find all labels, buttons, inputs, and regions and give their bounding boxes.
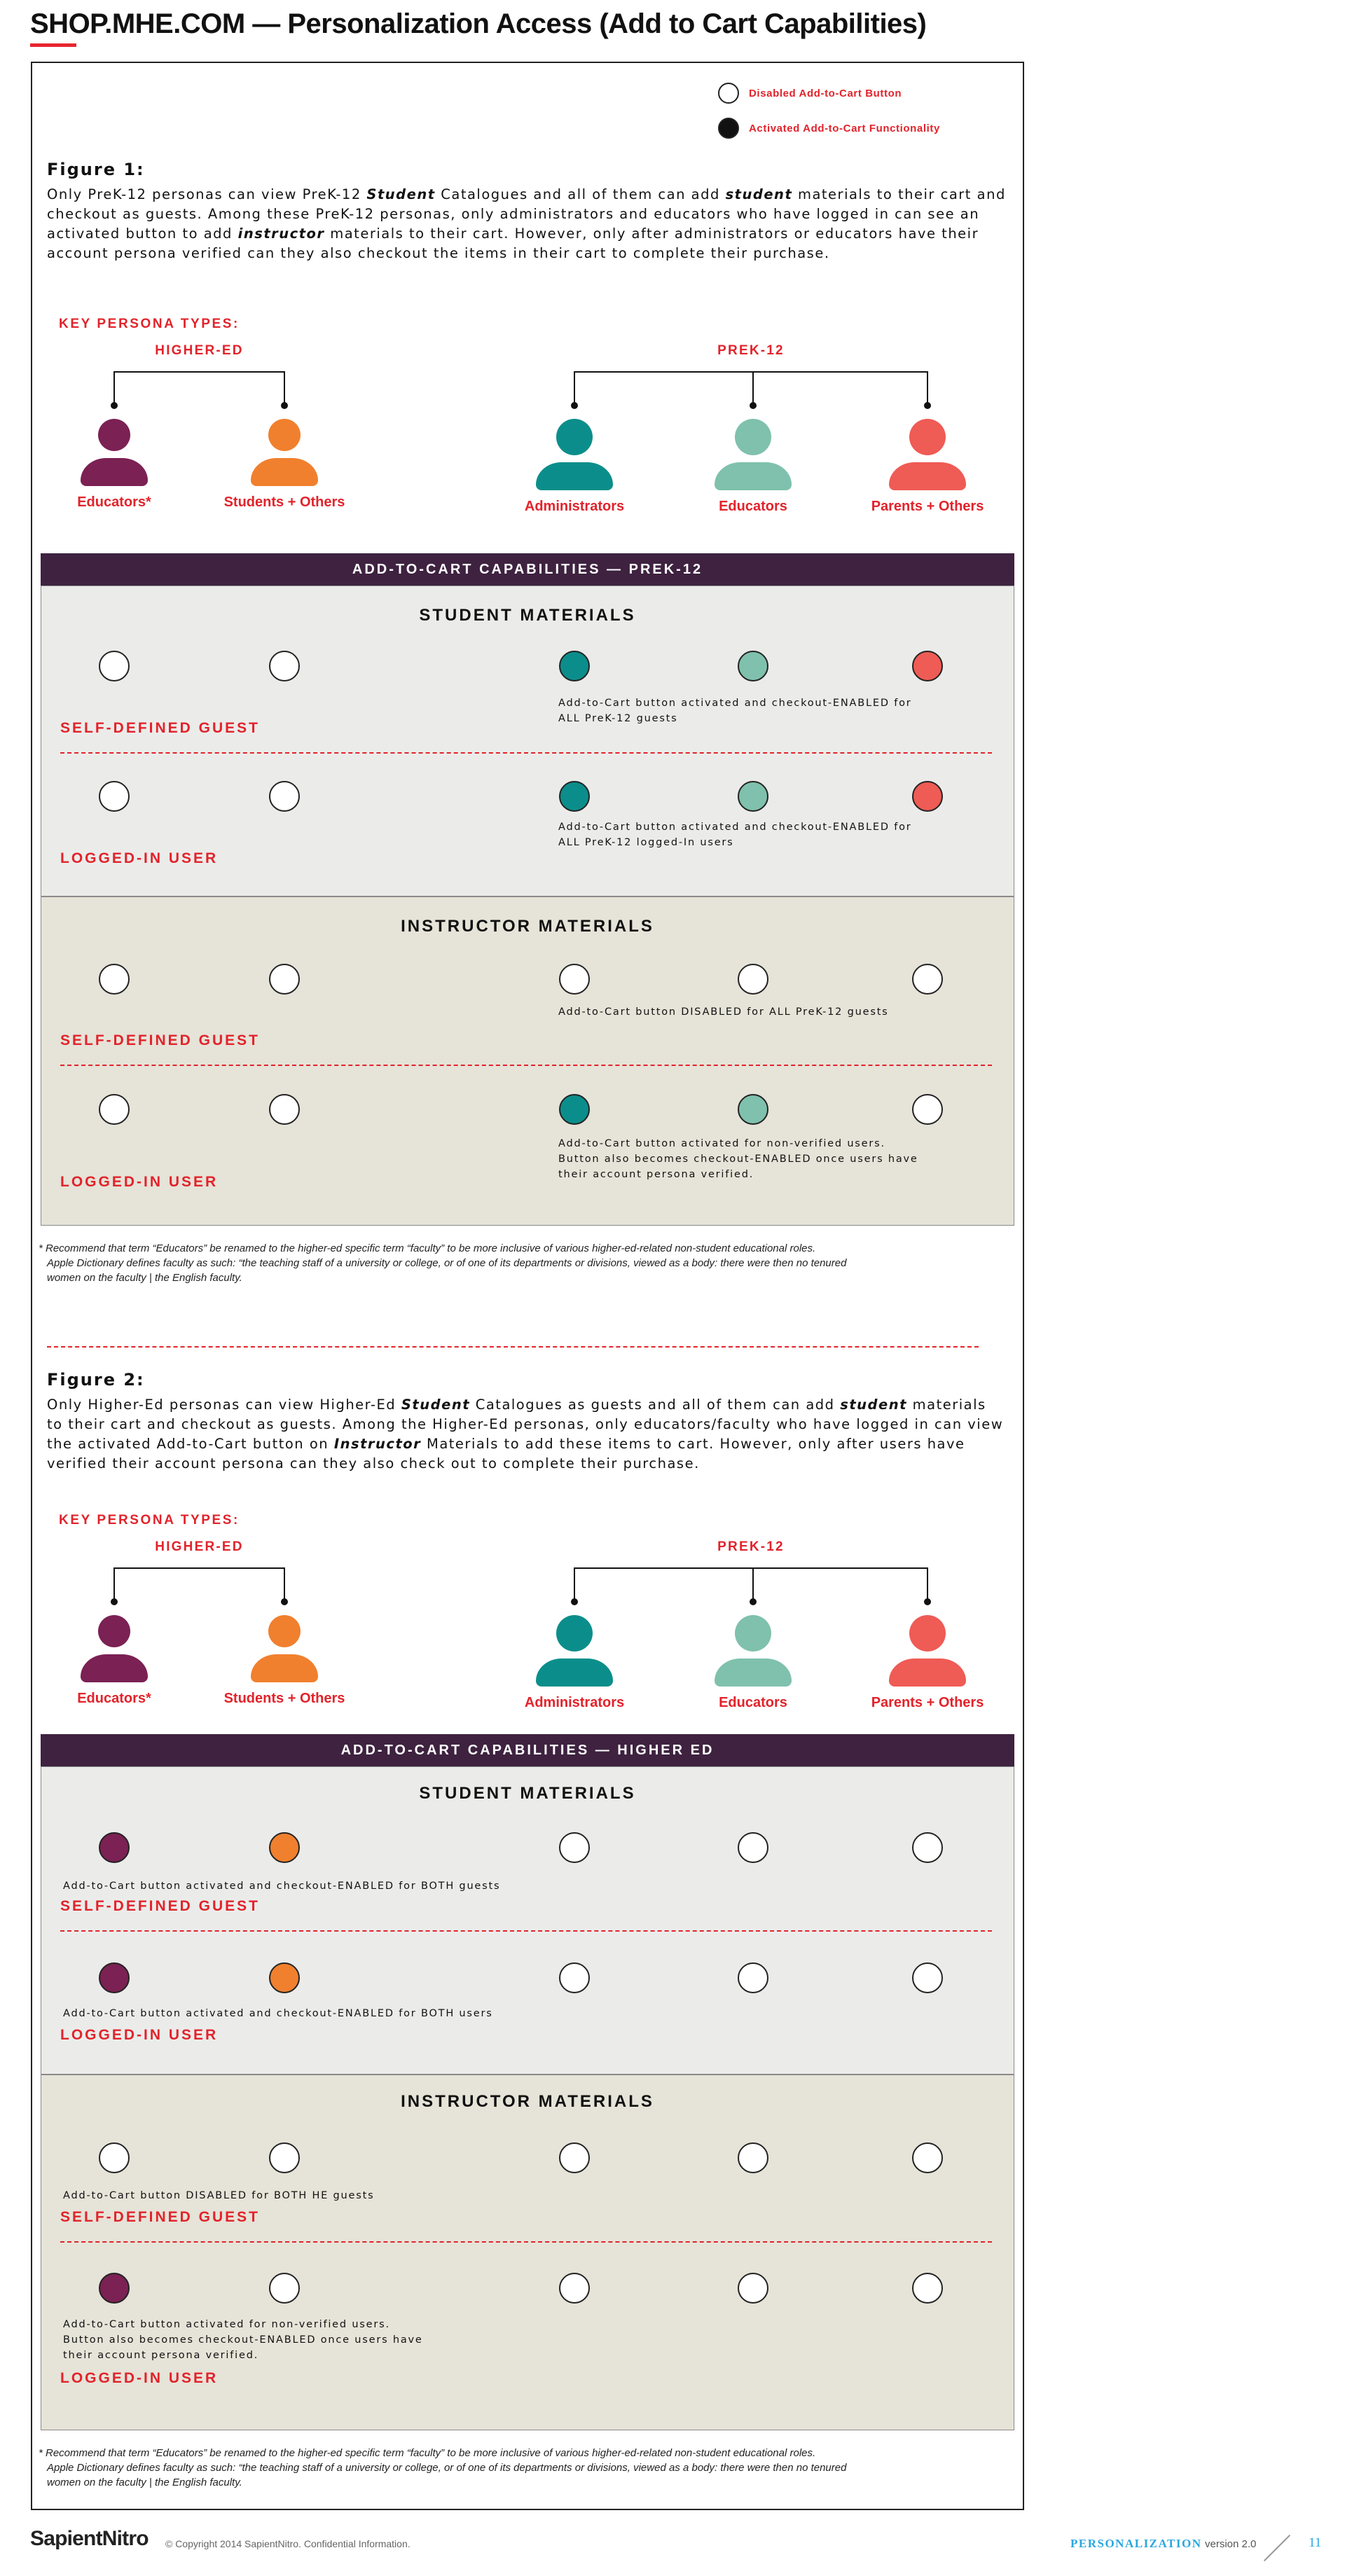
row-note-line: Add-to-Cart button activated for non-verified users. <box>558 1138 885 1149</box>
person-head-icon <box>556 419 593 455</box>
footnote <box>39 2446 1005 2490</box>
figure1-text-emphasis: student <box>725 186 793 202</box>
figure1-text-part: Catalogues and all of them can add <box>435 186 726 202</box>
activated-button-circle-icon <box>99 1832 130 1863</box>
disabled-button-circle-icon <box>912 1832 943 1863</box>
title-underline <box>30 43 76 47</box>
disabled-button-circle-icon <box>269 1094 300 1125</box>
disabled-button-circle-icon <box>269 964 300 995</box>
figure1-text-part: materials to their cart. However, only after administrators or educators have their account persona verified can they also checkout the items in their cart to complete their purchase. <box>47 226 979 261</box>
row-note <box>558 819 912 850</box>
activated-button-circle-icon <box>738 651 768 681</box>
person-body-icon <box>251 1654 318 1682</box>
row-note-line: ALL PreK-12 guests <box>558 713 678 724</box>
row-note-line: Button also becomes checkout-ENABLED once users have <box>63 2334 423 2346</box>
key-persona-title: KEY PERSONA TYPES: <box>59 317 240 331</box>
row-label-guest: SELF-DEFINED GUEST <box>60 2209 261 2225</box>
activated-button-circle-icon <box>559 1094 590 1125</box>
tree-connector <box>284 1567 285 1601</box>
figure2-text-part: Only Higher-Ed personas can view Higher-Ed <box>47 1397 401 1413</box>
persona-label: Parents + Others <box>871 499 984 514</box>
persona-label: Administrators <box>524 1695 625 1710</box>
persona-1 <box>200 419 368 517</box>
persona-2 <box>490 419 658 517</box>
activated-button-circle-icon <box>269 1832 300 1863</box>
tree-node-dot <box>924 1598 931 1605</box>
activated-button-circle-icon <box>912 651 943 681</box>
panel-title: STUDENT MATERIALS <box>419 1784 636 1803</box>
tree-connector <box>284 371 285 405</box>
persona-label: Parents + Others <box>871 1695 984 1710</box>
row-note-line: Add-to-Cart button activated for non-verified users. <box>63 2319 390 2330</box>
row-separator <box>60 752 992 754</box>
disabled-button-circle-icon <box>99 651 130 681</box>
activated-button-circle-icon <box>269 1962 300 1993</box>
row-note-line: Add-to-Cart button DISABLED for BOTH HE guests <box>63 2190 375 2201</box>
group-label-prek12: PREK-12 <box>717 1539 785 1554</box>
disabled-button-circle-icon <box>559 964 590 995</box>
disabled-button-circle-icon <box>269 2142 300 2173</box>
group-label-higher-ed: HIGHER-ED <box>155 343 244 358</box>
persona-label: Educators* <box>77 1691 151 1706</box>
person-body-icon <box>81 1654 148 1682</box>
row-note-line: Add-to-Cart button activated and checkout-ENABLED for BOTH users <box>63 2008 493 2019</box>
activated-button-circle-icon <box>99 1962 130 1993</box>
row-note-line: ALL PreK-12 logged-In users <box>558 837 734 848</box>
disabled-button-circle-icon <box>738 1832 768 1863</box>
row-note <box>63 2006 493 2021</box>
person-head-icon <box>909 1615 946 1651</box>
person-body-icon <box>715 1659 792 1687</box>
person-head-icon <box>268 1615 301 1647</box>
activated-button-circle-icon <box>912 781 943 812</box>
tree-connector <box>752 371 754 405</box>
tree-connector <box>927 1567 928 1601</box>
person-body-icon <box>715 462 792 490</box>
tree-connector <box>113 371 115 405</box>
figure2-text-part: Materials to add these items to cart. However, only after users have verified their account persona can they also check out to complete their purchase. <box>47 1436 965 1471</box>
figure2-text-emphasis: Student <box>401 1397 471 1413</box>
row-note <box>558 1004 889 1020</box>
person-head-icon <box>556 1615 593 1651</box>
footnote <box>39 1241 1005 1285</box>
row-label-guest: SELF-DEFINED GUEST <box>60 1898 261 1914</box>
version: version 2.0 <box>1205 2538 1257 2550</box>
disabled-button-circle-icon <box>99 964 130 995</box>
row-label-guest: SELF-DEFINED GUEST <box>60 1032 261 1048</box>
copyright: © Copyright 2014 SapientNitro. Confidential Information. <box>165 2538 411 2549</box>
figure2-title: Figure 2: <box>47 1370 145 1390</box>
persona-2 <box>490 1615 658 1713</box>
figure-separator <box>47 1346 979 1348</box>
page-title: SHOP.MHE.COM — Personalization Access (Add to Cart Capabilities) <box>30 8 927 39</box>
disabled-button-circle-icon <box>559 1832 590 1863</box>
figure2-text-part: materials to their cart and checkout as guests. Among the Higher-Ed personas, only educators/faculty who have logged in can view the activated Add-to-Cart button on <box>47 1397 1004 1452</box>
row-note <box>63 2317 423 2363</box>
row-label-logged-in: LOGGED-IN USER <box>60 1174 219 1190</box>
page-number: 11 <box>1309 2535 1322 2550</box>
row-label-guest: SELF-DEFINED GUEST <box>60 720 261 736</box>
tree-connector <box>574 371 575 405</box>
tree-connector <box>927 371 928 405</box>
persona-0 <box>30 1615 198 1713</box>
tree-node-dot <box>924 402 931 409</box>
footnote-line: * Recommend that term “Educators” be renamed to the higher-ed specific term “faculty” to be more inclusive of various higher-ed-related non-student educational roles. <box>39 2447 816 2459</box>
tree-node-dot <box>750 402 757 409</box>
tree-connector <box>113 1567 115 1601</box>
tree-node-dot <box>571 1598 578 1605</box>
figure1-text-part: materials to their cart and checkout as guests. Among these PreK-12 personas, only administrators and educators who have logged in can see an activated button to add <box>47 186 1006 242</box>
row-separator <box>60 2241 992 2243</box>
disabled-button-circle-icon <box>912 964 943 995</box>
row-note <box>558 695 912 726</box>
persona-label: Students + Others <box>223 494 345 510</box>
disabled-button-circle-icon <box>738 1962 768 1993</box>
person-head-icon <box>98 1615 130 1647</box>
persona-3 <box>669 1615 837 1713</box>
key-persona-title: KEY PERSONA TYPES: <box>59 1513 240 1528</box>
activated-button-circle-icon <box>738 781 768 812</box>
tree-node-dot <box>111 1598 118 1605</box>
person-body-icon <box>536 1659 613 1687</box>
disabled-button-circle-icon <box>99 2142 130 2173</box>
person-head-icon <box>268 419 301 451</box>
disabled-button-circle-icon <box>559 2273 590 2304</box>
row-note <box>63 2188 374 2203</box>
legend-disabled-label: Disabled Add-to-Cart Button <box>749 87 902 99</box>
figure2-text-emphasis: Instructor <box>333 1436 422 1452</box>
disabled-button-circle-icon <box>99 1094 130 1125</box>
panel-title: INSTRUCTOR MATERIALS <box>401 2092 654 2111</box>
figure2-text-emphasis: student <box>840 1397 907 1413</box>
disabled-circle-icon <box>718 83 739 104</box>
row-label-logged-in: LOGGED-IN USER <box>60 850 219 866</box>
footnote-line: Apple Dictionary defines faculty as such: “the teaching staff of a university or college, or of one of its departments or divisions, viewed as a body: there were then no tenured <box>47 2462 847 2474</box>
legend-disabled <box>718 83 902 104</box>
activated-button-circle-icon <box>99 2273 130 2304</box>
row-note-line: their account persona verified. <box>63 2350 259 2361</box>
footnote-line: women on the faculty | the English faculty. <box>47 2477 242 2488</box>
persona-0 <box>30 419 198 517</box>
persona-3 <box>669 419 837 517</box>
row-separator <box>60 1930 992 1932</box>
person-head-icon <box>735 419 771 455</box>
tree-connector <box>574 371 927 373</box>
tree-node-dot <box>281 1598 288 1605</box>
row-note-line: Button also becomes checkout-ENABLED once users have <box>558 1154 918 1165</box>
group-label-prek12: PREK-12 <box>717 343 785 358</box>
panel-title: STUDENT MATERIALS <box>419 606 636 625</box>
person-body-icon <box>81 458 148 486</box>
legend-activated-label: Activated Add-to-Cart Functionality <box>749 122 940 134</box>
persona-1 <box>200 1615 368 1713</box>
activated-circle-icon <box>718 118 739 139</box>
person-head-icon <box>98 419 130 451</box>
tree-node-dot <box>750 1598 757 1605</box>
panel-title: INSTRUCTOR MATERIALS <box>401 917 654 936</box>
disabled-button-circle-icon <box>269 651 300 681</box>
tree-node-dot <box>111 402 118 409</box>
figure1-text-part: Only PreK-12 personas can view PreK-12 <box>47 186 367 202</box>
figure1-text-emphasis: instructor <box>237 226 325 242</box>
footnote-line: * Recommend that term “Educators” be renamed to the higher-ed specific term “faculty” to be more inclusive of various higher-ed-related non-student educational roles. <box>39 1242 816 1254</box>
capabilities-header: ADD-TO-CART CAPABILITIES — PREK-12 <box>41 553 1014 586</box>
capabilities-header: ADD-TO-CART CAPABILITIES — HIGHER ED <box>41 1734 1014 1766</box>
person-body-icon <box>536 462 613 490</box>
row-label-logged-in: LOGGED-IN USER <box>60 2370 219 2386</box>
disabled-button-circle-icon <box>912 1094 943 1125</box>
row-note-line: Add-to-Cart button activated and checkout-ENABLED for <box>558 822 912 833</box>
disabled-button-circle-icon <box>559 2142 590 2173</box>
tree-connector <box>114 371 284 373</box>
persona-label: Students + Others <box>223 1691 345 1706</box>
disabled-button-circle-icon <box>99 781 130 812</box>
figure1-title: Figure 1: <box>47 160 145 179</box>
tree-node-dot <box>571 402 578 409</box>
tree-connector <box>114 1567 284 1569</box>
row-separator <box>60 1065 992 1066</box>
row-label-logged-in: LOGGED-IN USER <box>60 2027 219 2043</box>
page-divider-icon <box>1264 2535 1290 2561</box>
row-note-line: Add-to-Cart button activated and checkout-ENABLED for BOTH guests <box>63 1881 501 1892</box>
legend-activated <box>718 118 940 139</box>
person-body-icon <box>251 458 318 486</box>
section-name: PERSONALIZATION <box>1070 2537 1202 2550</box>
tree-connector <box>574 1567 927 1569</box>
figure2-text-part: Catalogues as guests and all of them can add <box>470 1397 841 1413</box>
persona-4 <box>843 419 1012 517</box>
disabled-button-circle-icon <box>912 2273 943 2304</box>
persona-4 <box>843 1615 1012 1713</box>
row-note <box>558 1136 918 1182</box>
tree-node-dot <box>281 402 288 409</box>
person-head-icon <box>735 1615 771 1651</box>
figure1-text-emphasis: Student <box>366 186 436 202</box>
disabled-button-circle-icon <box>559 1962 590 1993</box>
person-body-icon <box>889 462 966 490</box>
person-body-icon <box>889 1659 966 1687</box>
persona-label: Administrators <box>524 499 625 514</box>
persona-label: Educators* <box>77 494 151 510</box>
disabled-button-circle-icon <box>738 964 768 995</box>
tree-connector <box>574 1567 575 1601</box>
persona-label: Educators <box>719 499 787 514</box>
row-note-line: their account persona verified. <box>558 1169 754 1180</box>
row-note-line: Add-to-Cart button activated and checkout-ENABLED for <box>558 698 912 709</box>
group-label-higher-ed: HIGHER-ED <box>155 1539 244 1554</box>
persona-label: Educators <box>719 1695 787 1710</box>
disabled-button-circle-icon <box>912 1962 943 1993</box>
figure1-text <box>47 185 1007 263</box>
disabled-button-circle-icon <box>738 2273 768 2304</box>
disabled-button-circle-icon <box>912 2142 943 2173</box>
disabled-button-circle-icon <box>269 781 300 812</box>
activated-button-circle-icon <box>559 781 590 812</box>
disabled-button-circle-icon <box>269 2273 300 2304</box>
footnote-line: women on the faculty | the English faculty. <box>47 1272 242 1284</box>
person-head-icon <box>909 419 946 455</box>
figure2-text <box>47 1395 1007 1474</box>
row-note <box>63 1878 500 1894</box>
activated-button-circle-icon <box>738 1094 768 1125</box>
tree-connector <box>752 1567 754 1601</box>
brand-logo: SapientNitro <box>30 2527 149 2550</box>
footnote-line: Apple Dictionary defines faculty as such: “the teaching staff of a university or college, or of one of its departments or divisions, viewed as a body: there were then no tenured <box>47 1257 847 1269</box>
activated-button-circle-icon <box>559 651 590 681</box>
row-note-line: Add-to-Cart button DISABLED for ALL PreK-12 guests <box>558 1006 889 1018</box>
disabled-button-circle-icon <box>738 2142 768 2173</box>
